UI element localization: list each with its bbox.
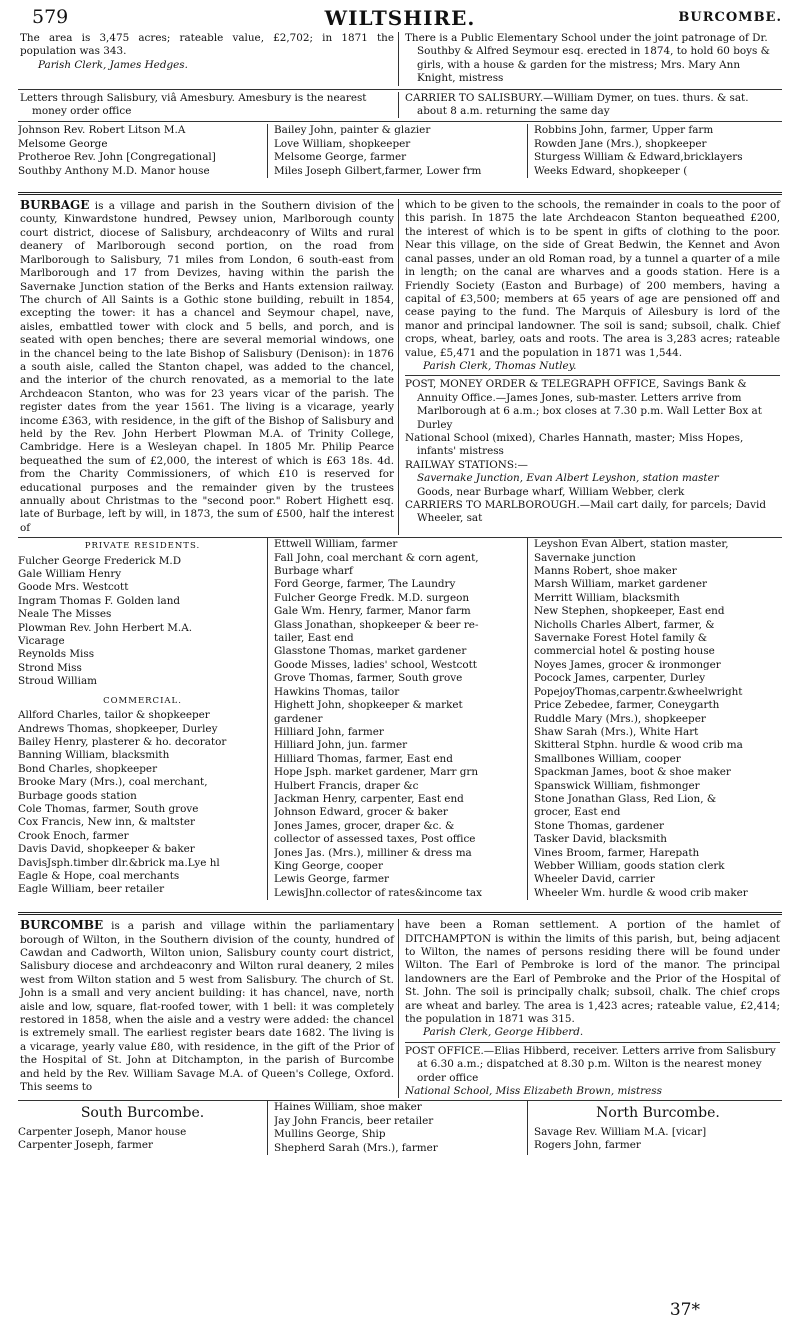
list-item: Savage Rev. William M.A. [vicar] [534,1125,707,1138]
list-item: Tasker David, blacksmith [534,833,668,846]
north-burcombe-heading: North Burcombe. [596,1105,720,1122]
burcombe-col-3 [528,1101,782,1155]
list-item: Webber William, goods station clerk [534,859,725,872]
top-parish-clerk: Parish Clerk, James Hedges. [38,58,188,71]
private-residents-list [18,555,267,689]
burbage-national-school: National School (mixed), Charles Hannath, master; Miss Hopes, infants' mistress [405,431,744,458]
signature-mark: 37* [669,1300,700,1320]
burbage-right-text: which to be given to the schools, the remainder in coals to the poor of this parish. In 1875 the late Archdeacon Stanton bequeathed £200, the interest of which is to be spent in gifts of clothing to the poor. Near this village, on the side of Great Bedwin, the Kennet and Avon canal passes, under an old Roman road, by a tunnel a quarter of a mile in length; on the canal are wharves and a goods station. Here is a Friendly Society (Easton and Burbage) of 200 members, having a capital of £3,500; members at 65 years of age are pensioned off and cease paying to the fund. The Marquis of Ailesbury is lord of the manor and principal landowner. The soil is sand; subsoil, chalk. Chief crops, wheat, barley, oats and roots. The area is 3,283 acres; rateable value, £5,471 and the population in 1871 was 1,544. [405,199,780,359]
burbage-col-2 [268,538,528,900]
list-item: Lewis George, farmer [274,873,389,886]
list-item: Jones Jas. (Mrs.), milliner & dress ma [274,846,472,859]
top-letters: Letters through Salisbury, viâ Amesbury. Amesbury is the nearest money order office [20,91,367,118]
burcombe-parish-clerk: Parish Clerk, George Hibberd. [423,1026,584,1039]
list-item: Melsome George, farmer [274,151,407,164]
list-item: Southby Anthony M.D. Manor house [18,164,210,177]
burbage-parish-clerk: Parish Clerk, Thomas Nutley. [423,359,577,372]
list-item: Ingram Thomas F. Golden land [18,594,181,607]
list-item: Hope Jsph. market gardener, Marr grn [274,766,479,779]
list-item: Smallbones William, cooper [534,752,681,765]
divider [18,121,782,122]
list-item: Reynolds Miss [18,648,95,661]
list-item: Noyes James, grocer & ironmonger [534,658,721,671]
top-residents [18,124,782,178]
list-item: Jones James, grocer, draper &c. & [274,819,455,832]
top-carrier: CARRIER TO SALISBURY.—William Dymer, on tues. thurs. & sat. about 8 a.m. returning the same day [405,91,749,118]
list-item: Fulcher George Fredk. M.D. surgeon [274,591,470,604]
list-item: Burbage goods station [18,789,137,802]
list-item: Savernake Forest Hotel family & [534,632,707,645]
top-school-paragraph: There is a Public Elementary School under the joint patronage of Dr. Southby & Alfred Seymour esq. erected in 1874, to hold 60 boys & girls, with a house & garden for the mistress; Mrs. Mary Ann Knight, mistress [405,32,770,85]
top-left-paragraph: The area is 3,475 acres; rateable value, £2,702; in 1871 the population was 343. [20,32,394,58]
list-item: LewisJhn.collector of rates&income tax [274,886,482,899]
burcombe-col-1 [18,1101,268,1155]
list-item: Price Zebedee, farmer, Coneygarth [534,699,720,712]
list-item: Brooke Mary (Mrs.), coal merchant, [18,776,208,789]
list-item: Cole Thomas, farmer, South grove [18,802,199,815]
page-header [18,6,782,32]
list-item: Glass Jonathan, shopkeeper & beer re- [274,618,479,631]
burbage-col-3 [528,538,782,900]
top-residents-col-1 [18,124,268,178]
list-item: Love William, shopkeeper [274,137,411,150]
list-item: tailer, East end [274,632,354,645]
list-item: Shepherd Sarah (Mrs.), farmer [274,1141,438,1154]
list-item: Ettwell William, farmer [274,538,398,551]
list-item: Banning William, blacksmith [18,749,170,762]
burbage-railway-heading: RAILWAY STATIONS:— [405,458,528,471]
list-item: Mullins George, Ship [274,1128,386,1141]
commercial-list [18,709,267,897]
burcombe-right-text: have been a Roman settlement. A portion of the hamlet of DITCHAMPTON is within the limits of this parish, but, being adjacent to Wilton, the names of persons residing there will be found under Wilton. The Earl of Pembroke is lord of the manor. The principal landowners are the Earl of Pembroke and the Prior of the Hospital of St. John. The soil is principally chalk; subsoil, chalk. The chief crops are wheat and barley. The area is 1,423 acres; rateable value, £2,414; the population in 1871 was 315. [405,919,780,1026]
list-item: New Stephen, shopkeeper, East end [534,605,725,618]
list-item: Grove Thomas, farmer, South grove [274,672,463,685]
list-item: Jay John Francis, beer retailer [274,1114,434,1127]
top-residents-col-2 [268,124,528,178]
list-item: Cox Francis, New inn, & maltster [18,816,195,829]
list-item: Davis David, shopkeeper & baker [18,843,195,856]
section-divider [18,912,782,915]
burbage-section [18,199,782,535]
list-item: PopejoyThomas,carpentr.&wheelwright [534,685,743,698]
list-item: collector of assessed taxes, Post office [274,833,476,846]
list-item: Goode Mrs. Westcott [18,581,129,594]
list-item: Bailey John, painter & glazier [274,124,431,137]
burcombe-section [18,919,782,1098]
burcombe-directory [18,1101,782,1155]
divider [405,375,780,376]
list-item: Eagle & Hope, coal merchants [18,869,180,882]
list-item: Glasstone Thomas, market gardener [274,645,467,658]
list-item: Highett John, shopkeeper & market [274,699,463,712]
list-item: Rogers John, farmer [534,1139,641,1152]
list-item: Skitteral Stphn. hurdle & wood crib ma [534,739,743,752]
list-item: Crook Enoch, farmer [18,829,129,842]
list-item: Vicarage [18,635,65,648]
burbage-post-office: POST, MONEY ORDER & TELEGRAPH OFFICE, Savings Bank & Annuity Office.—James Jones, sub-master. Letters arrive from Marlborough at 6 a.m.; box closes at 7.30 p.m. Wall Letter Box at Durley [405,378,762,431]
list-item: Jackman Henry, carpenter, East end [274,792,464,805]
list-item: Johnson Rev. Robert Litson M.A [18,124,186,137]
divider [18,89,782,90]
list-item: Robbins John, farmer, Upper farm [534,124,714,137]
county-title: WILTSHIRE. [324,6,476,30]
list-item: Gale William Henry [18,568,122,581]
list-item: Hilliard John, jun. farmer [274,739,408,752]
list-item: Vines Broom, farmer, Harepath [534,846,700,859]
top-section [18,32,782,86]
top-residents-col-3 [528,124,782,178]
list-item: Fall John, coal merchant & corn agent, [274,551,479,564]
burcombe-post-office: POST OFFICE.—Elias Hibberd, receiver. Letters arrive from Salisbury at 6.30 a.m.; dispatched at 8.30 p.m. Wilton is the nearest money order office [405,1044,776,1084]
list-item: Hilliard Thomas, farmer, East end [274,752,453,765]
list-item: Goode Misses, ladies' school, Westcott [274,658,477,671]
list-item: Ruddle Mary (Mrs.), shopkeeper [534,712,706,725]
burbage-railway-2: Goods, near Burbage wharf, William Webber, clerk [417,485,685,498]
page-number: 579 [32,6,69,28]
burbage-carriers: CARRIERS TO MARLBOROUGH.—Mail cart daily, for parcels; David Wheeler, sat [405,499,766,525]
list-item: Strond Miss [18,661,82,674]
burbage-name: BURBAGE [20,198,90,213]
list-item: Nicholls Charles Albert, farmer, & [534,618,715,631]
burbage-col-1 [18,538,268,900]
list-item: Fulcher George Frederick M.D [18,554,182,567]
list-item: Savernake junction [534,551,636,564]
list-item: Stone Thomas, gardener [534,819,664,832]
list-item: Spackman James, boot & shoe maker [534,766,731,779]
list-item: Allford Charles, tailor & shopkeeper [18,709,210,722]
list-item: Stone Jonathan Glass, Red Lion, & [534,792,717,805]
list-item: Shaw Sarah (Mrs.), White Hart [534,725,699,738]
list-item: commercial hotel & posting house [534,645,715,658]
list-item: Spanswick William, fishmonger [534,779,700,792]
list-item: Gale Wm. Henry, farmer, Manor farm [274,605,471,618]
list-item: Manns Robert, shoe maker [534,565,677,578]
list-item: Stroud William [18,675,98,688]
list-item: Bailey Henry, plasterer & ho. decorator [18,735,227,748]
list-item: Plowman Rev. John Herbert M.A. [18,621,193,634]
section-divider [18,192,782,195]
list-item: Protheroe Rev. John [Congregational] [18,151,216,164]
burcombe-col-2 [268,1101,528,1155]
burcombe-left-text: is a parish and village within the parliamentary borough of Wilton, in the Southern division of the county, hundred of Cawdan and Cadworth, Wilton union, Salisbury county court district, Salisbury diocese and archdeaconry and Wilton rural deanery, 2 miles west from Wilton station and 5 west from Salisbury. The church of St. John is a small and very ancient building: it has chancel, nave, north aisle and low, square, flat-roofed tower, with 1 bell: it was completely restored in 1858, when the aisle and a vestry were added: the chancel is extremely small. The earliest register bears date 1682. The living is a vicarage, yearly value £80, with residence, in the gift of the Prior of the Hospital of St. John at Ditchampton, in the parish of Burcombe and held by the Rev. William Savage M.A. of Queen's College, Oxford. This seems to [20,920,394,1094]
list-item: Wheeler David, carrier [534,873,655,886]
list-item: Bond Charles, shopkeeper [18,762,158,775]
burbage-left-text: is a village and parish in the Southern division of the county, Kinwardstone hundred, Pewsey union, Marlborough county court district, diocese of Salisbury, archdeaconry of Wilts and rural deanery of Marlborough second portion, on the road from Marlborough to Salisbury, 71 miles from London, 6 south-east from Marlborough and 17 from Devizes, having within the parish the Savernake Junction station of the Berks and Hants extension railway. The church of All Saints is a Gothic stone building, rebuilt in 1854, excepting the tower: it has a chancel and Seymour chapel, nave, aisles, embattled tower with clock and 5 bells, and porch, and is seated with open benches; there are several memorial windows, one in the chancel being to the late Bishop of Salisbury (Denison): in 1876 a south aisle, called the Stanton chapel, was added to the chancel, and the interior of the church renovated, as a memorial to the late Archdeacon Stanton, who was for 23 years vicar of the parish. The register dates from the year 1561. The living is a vicarage, yearly income £363, with residence, in the gift of the Bishop of Salisbury and held by the Rev. John Herbert Plowman M.A. of Trinity College, Cambridge. Here is a Wesleyan chapel. In 1805 Mr. Philip Pearce bequeathed the sum of £2,000, the interest of which is £63 18s. 4d. from the Charity Commissioners, of which £10 is reserved for educational purposes and the remainder given by the trustees annually about Christmas to the "second poor." Robert Highett esq. late of Burbage, left by will, in 1873, the sum of £500, half the interest of [20,200,394,534]
list-item: King George, cooper [274,859,383,872]
burcombe-description [20,919,394,1094]
burbage-directory [18,538,782,900]
burbage-railway-1: Savernake Junction, Evan Albert Leyshon, station master [417,472,719,485]
list-item: Hilliard John, farmer [274,725,384,738]
list-item: Leyshon Evan Albert, station master, [534,538,729,551]
list-item: Marsh William, market gardener [534,578,707,591]
burcombe-national-school: National School, Miss Elizabeth Brown, mistress [405,1085,662,1098]
list-item: Carpenter Joseph, farmer [18,1139,154,1152]
commercial-heading: COMMERCIAL. [103,695,182,706]
list-item: Merritt William, blacksmith [534,591,680,604]
list-item: Carpenter Joseph, Manor house [18,1125,187,1138]
south-burcombe-heading: South Burcombe. [80,1105,205,1122]
top-letters-row [18,92,782,119]
list-item: grocer, East end [534,806,621,819]
list-item: Hawkins Thomas, tailor [274,685,400,698]
list-item: Miles Joseph Gilbert,farmer, Lower frm [274,164,482,177]
list-item: Neale The Misses [18,608,112,621]
burbage-description [20,199,394,535]
list-item: Burbage wharf [274,565,353,578]
divider [405,1042,780,1043]
place-running-head: BURCOMBE. [678,10,782,25]
list-item: Haines William, shoe maker [274,1101,422,1114]
list-item: Eagle William, beer retailer [18,883,165,896]
private-residents-heading: PRIVATE RESIDENTS. [84,541,201,552]
list-item: gardener [274,712,323,725]
list-item: Rowden Jane (Mrs.), shopkeeper [534,137,707,150]
list-item: DavisJsph.timber dlr.&brick ma.Lye hl [18,856,220,869]
list-item: Weeks Edward, shopkeeper ( [534,164,688,177]
list-item: Johnson Edward, grocer & baker [274,806,448,819]
burcombe-name: BURCOMBE [20,918,104,933]
south-burcombe-list [18,1126,267,1153]
list-item: Melsome George [18,137,108,150]
directory-page [18,0,782,1155]
list-item: Sturgess William & Edward,bricklayers [534,151,743,164]
list-item: Andrews Thomas, shopkeeper, Durley [18,722,218,735]
list-item: Pocock James, carpenter, Durley [534,672,706,685]
list-item: Ford George, farmer, The Laundry [274,578,456,591]
list-item: Hulbert Francis, draper &c [274,779,419,792]
list-item: Wheeler Wm. hurdle & wood crib maker [534,886,748,899]
north-burcombe-list [534,1126,782,1153]
